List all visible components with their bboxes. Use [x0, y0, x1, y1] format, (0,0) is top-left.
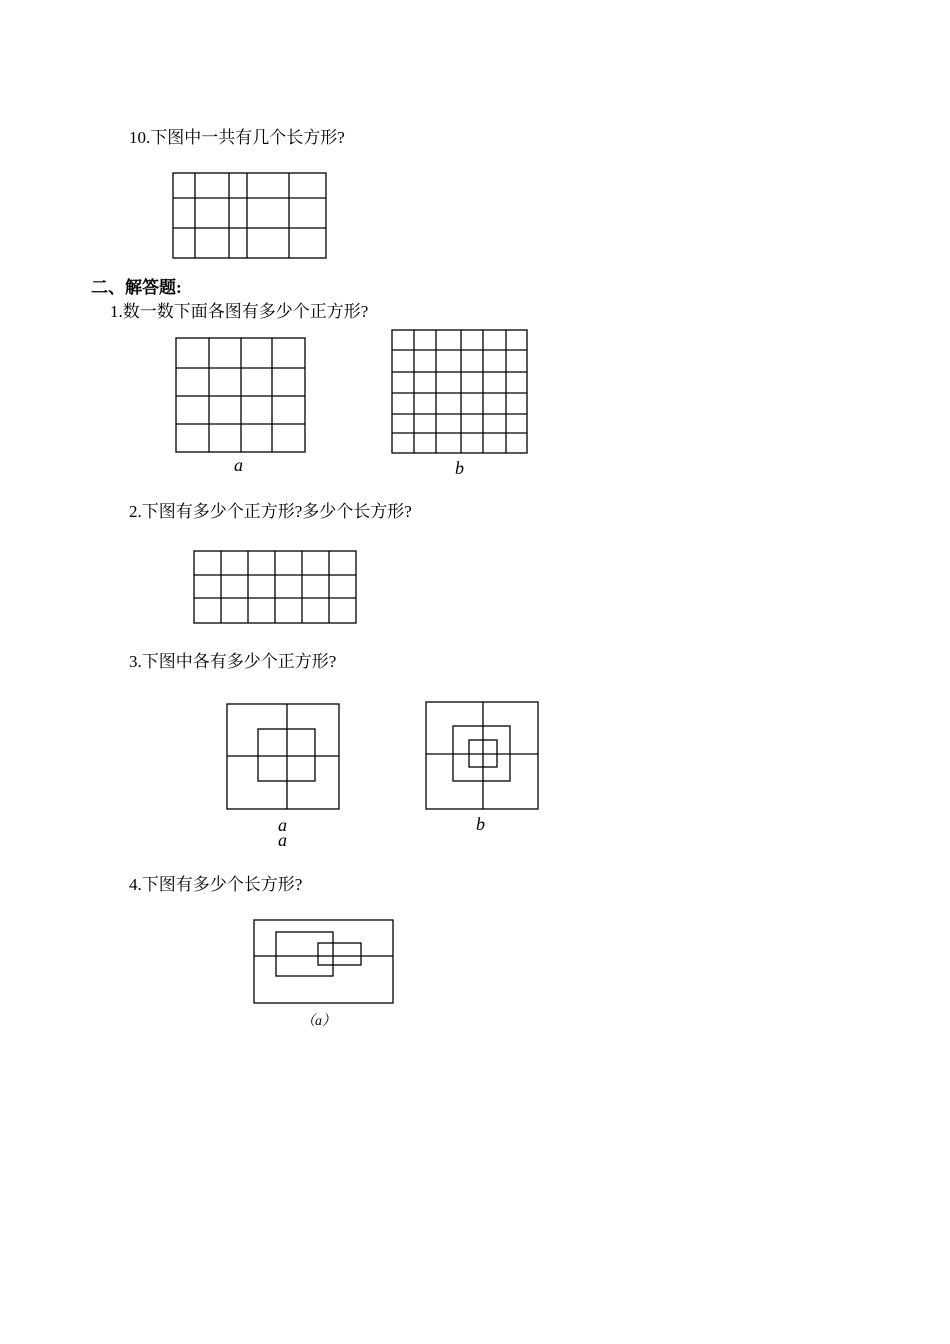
figure-p1-b-grid: [391, 329, 531, 457]
figure-p1-b-label: b: [455, 458, 464, 478]
figure-p3-a-label: a: [278, 815, 287, 835]
figure-p3-b-label: b: [476, 814, 485, 834]
problem-2: 2.下图有多少个正方形?多少个长方形?: [129, 502, 412, 521]
figure-p4: [253, 919, 398, 1009]
figure-p3-a: [226, 703, 344, 815]
problem-1: 1.数一数下面各图有多少个正方形?: [110, 302, 369, 321]
figure-p2-grid: [193, 550, 361, 628]
figure-p3-a-label-remnant: [277, 830, 291, 850]
question-10: 10.下图中一共有几个长方形?: [129, 128, 345, 147]
figure-p1-a-grid: [175, 337, 310, 457]
figure-p3-a-label-remnant-glyph: a: [278, 830, 287, 850]
figure-p1-a-label: a: [234, 455, 243, 475]
section-2-title: 二、解答题:: [91, 278, 182, 297]
problem-4: 4.下图有多少个长方形?: [129, 875, 303, 894]
problem-3: 3.下图中各有多少个正方形?: [129, 652, 337, 671]
figure-p4-label: （a）: [301, 1014, 336, 1029]
figure-p3-b: [425, 701, 543, 813]
figure-q10-grid: [172, 172, 332, 262]
